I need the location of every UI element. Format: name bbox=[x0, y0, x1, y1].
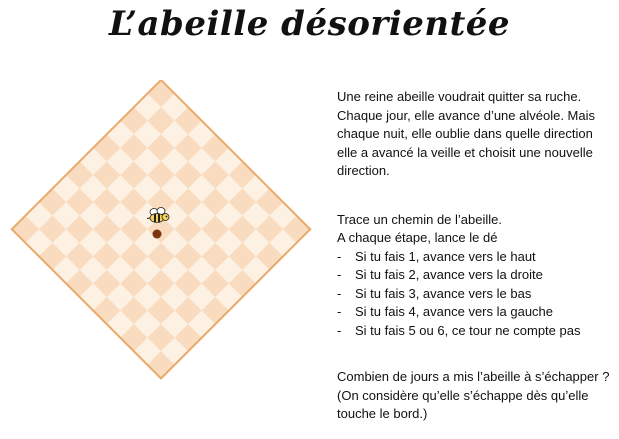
rule-dash: - bbox=[337, 267, 342, 282]
rule-item bbox=[337, 322, 612, 341]
rule-item bbox=[337, 285, 612, 304]
rule-text: Si tu fais 2, avance vers la droite bbox=[355, 267, 543, 282]
instruction-line: Trace un chemin de l’abeille. bbox=[337, 211, 502, 227]
rule-item bbox=[337, 266, 612, 285]
hive-start-marker bbox=[153, 230, 162, 239]
rule-text: Si tu fais 5 ou 6, ce tour ne compte pas bbox=[355, 322, 581, 338]
rule-item bbox=[337, 303, 612, 322]
rule-dash: - bbox=[337, 304, 342, 319]
rule-text: Si tu fais 3, avance vers le bas bbox=[355, 285, 532, 301]
rules-block bbox=[337, 211, 612, 341]
instruction-line: A chaque étape, lance le dé bbox=[337, 230, 498, 245]
intro-text: Une reine abeille voudrait quitter sa ruche. Chaque jour, elle avance d’une alvéole. Mais chaque nuit, elle oublie dans quelle direction elle a avancé la veille et choisit une nouvelle direction. bbox=[337, 89, 596, 178]
rule-dash: - bbox=[337, 322, 342, 338]
hive-grid bbox=[10, 80, 312, 382]
page-title: L’abeille désorientée bbox=[108, 4, 511, 44]
rule-dash: - bbox=[337, 285, 342, 301]
rule-text: Si tu fais 1, avance vers le haut bbox=[355, 248, 536, 264]
question-text: Combien de jours a mis l’abeille à s’échapper ? (On considère qu’elle s’échappe dès qu’elle touche le bord.) bbox=[337, 369, 610, 421]
game-board bbox=[10, 80, 312, 382]
rule-dash: - bbox=[337, 248, 342, 264]
rules-list bbox=[337, 248, 612, 341]
instructions-panel bbox=[337, 88, 612, 424]
rule-text: Si tu fais 4, avance vers la gauche bbox=[355, 304, 554, 319]
rule-item bbox=[337, 248, 612, 267]
